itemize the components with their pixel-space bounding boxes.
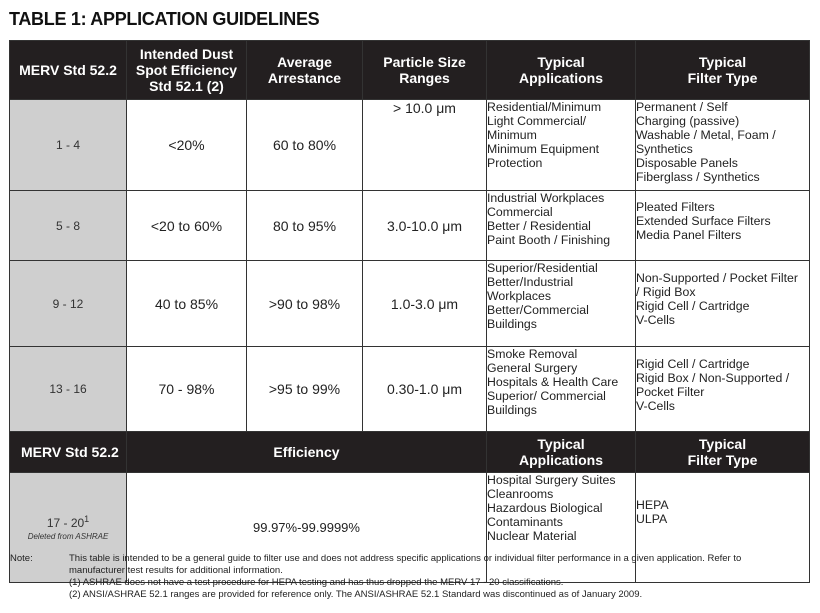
table-row — [10, 347, 810, 432]
table-subheader-row — [10, 432, 810, 473]
table-header-row — [10, 41, 810, 100]
notes-label: Note: — [10, 553, 33, 564]
subheader-merv: MERV Std 52.2 — [10, 432, 127, 473]
table-row — [10, 100, 810, 191]
merv-range: 17 - 20 — [46, 516, 85, 530]
merv-cell: 5 - 8 — [10, 191, 127, 261]
arrestance-cell: >95 to 99% — [247, 347, 363, 432]
subheader-filter-type: Typical Filter Type — [636, 432, 810, 473]
dust-spot-cell: <20 to 60% — [127, 191, 247, 261]
table-row — [10, 191, 810, 261]
merv-cell: 9 - 12 — [10, 261, 127, 347]
arrestance-cell: 80 to 95% — [247, 191, 363, 261]
header-particle-size: Particle Size Ranges — [363, 41, 487, 100]
applications-cell: Smoke Removal General Surgery Hospitals & Health Care Superior/ Commercial Buildings — [487, 347, 636, 432]
table-notes — [10, 553, 810, 601]
notes-body — [69, 553, 810, 601]
efficiency-cell: 99.97%-99.9999% — [127, 473, 487, 583]
dust-spot-cell: 40 to 85% — [127, 261, 247, 347]
applications-cell: Industrial Workplaces Commercial Better / Residential Paint Booth / Finishing — [487, 191, 636, 261]
header-applications: Typical Applications — [487, 41, 636, 100]
note-line: This table is intended to be a general guide to filter use and does not address specific applications or individual filter performance in a given application. Refer to — [69, 553, 742, 564]
application-guidelines-table — [9, 40, 810, 583]
note-line: manufacturer test results for additional information. — [69, 565, 283, 576]
filter-type-cell: Permanent / Self Charging (passive) Washable / Metal, Foam / Synthetics Disposable Panels Fiberglass / Synthetics — [636, 100, 810, 191]
subheader-applications: Typical Applications — [487, 432, 636, 473]
applications-cell: Residential/Minimum Light Commercial/ Minimum Minimum Equipment Protection — [487, 100, 636, 191]
particle-size-cell: 3.0-10.0 μm — [363, 191, 487, 261]
filter-type-cell: Non-Supported / Pocket Filter / Rigid Box Rigid Cell / Cartridge V-Cells — [636, 261, 810, 347]
particle-size-cell: > 10.0 μm — [363, 100, 487, 191]
header-filter-type: Typical Filter Type — [636, 41, 810, 100]
header-merv: MERV Std 52.2 — [10, 41, 127, 100]
dust-spot-cell: 70 - 98% — [127, 347, 247, 432]
filter-type-cell: Pleated Filters Extended Surface Filters Media Panel Filters — [636, 191, 810, 261]
filter-type-cell: Rigid Cell / Cartridge Rigid Box / Non-Supported / Pocket Filter V-Cells — [636, 347, 810, 432]
applications-cell: Hospital Surgery Suites Cleanrooms Hazardous Biological Contaminants Nuclear Material — [487, 473, 636, 583]
particle-size-cell: 1.0-3.0 μm — [363, 261, 487, 347]
table-row — [10, 261, 810, 347]
subheader-efficiency: Efficiency — [127, 432, 487, 473]
arrestance-cell: >90 to 98% — [247, 261, 363, 347]
dust-spot-cell: <20% — [127, 100, 247, 191]
page-title: TABLE 1: APPLICATION GUIDELINES — [9, 9, 320, 29]
footnote-marker: 1 — [84, 514, 90, 524]
arrestance-cell: 60 to 80% — [247, 100, 363, 191]
particle-size-cell: 0.30-1.0 μm — [363, 347, 487, 432]
header-dust-spot: Intended Dust Spot Efficiency Std 52.1 (2) — [127, 41, 247, 100]
note-line: (2) ANSI/ASHRAE 52.1 ranges are provided for reference only. The ANSI/ASHRAE 52.1 Standard was discontinued as of January 2009. — [69, 589, 643, 600]
note-line: (1) ASHRAE does not have a test procedure for HEPA testing and has thus dropped the MERV 17 - 20 classifications. — [69, 577, 564, 588]
header-arrestance: Average Arrestance — [247, 41, 363, 100]
merv-cell: 1 - 4 — [10, 100, 127, 191]
merv-cell: 13 - 16 — [10, 347, 127, 432]
merv-note: Deleted from ASHRAE — [27, 532, 109, 541]
applications-cell: Superior/Residential Better/Industrial Workplaces Better/Commercial Buildings — [487, 261, 636, 347]
filter-type-cell: HEPA ULPA — [636, 473, 810, 583]
